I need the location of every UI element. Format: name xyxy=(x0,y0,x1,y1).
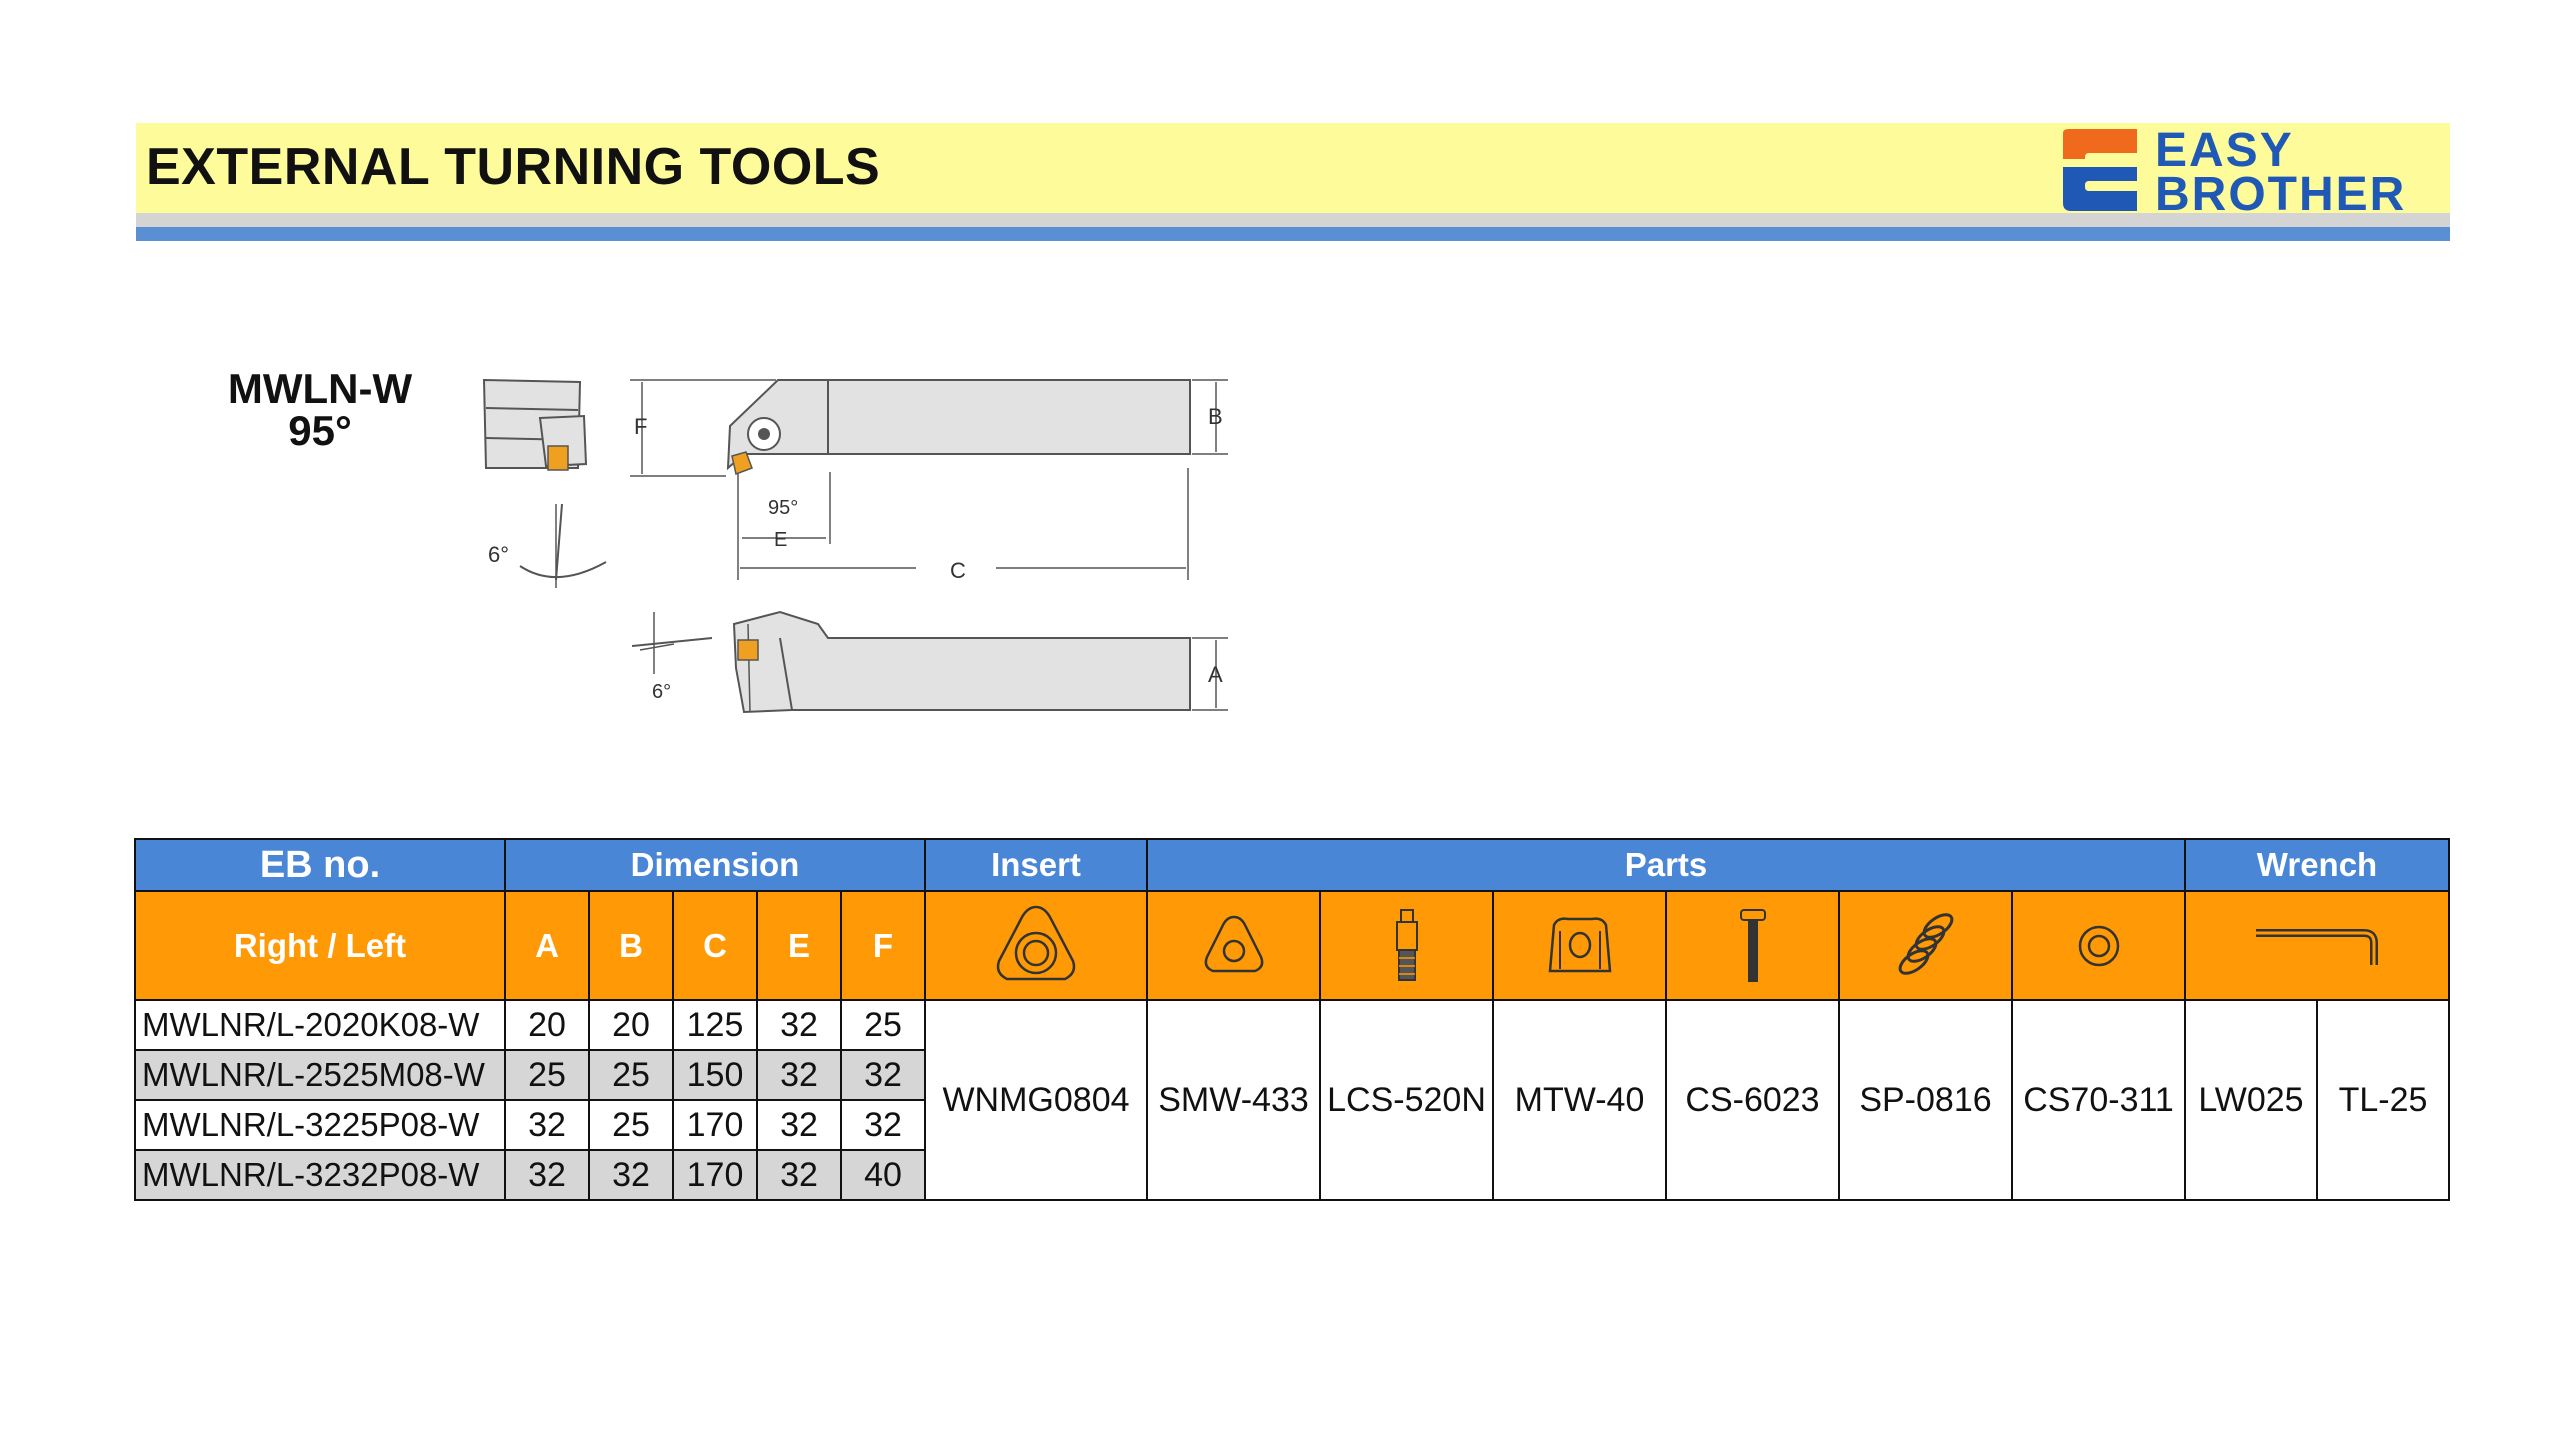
label-e: E xyxy=(774,529,788,551)
header-dim-b: B xyxy=(589,891,673,1000)
row-dim-b: 20 xyxy=(589,1000,673,1050)
logo-line-1: EASY xyxy=(2155,124,2294,177)
brand-logo xyxy=(2055,123,2450,221)
screw-code: CS-6023 xyxy=(1666,1000,1839,1200)
row-dim-b: 25 xyxy=(589,1100,673,1150)
row-dim-b: 32 xyxy=(589,1150,673,1200)
insert-icon-cell xyxy=(925,891,1147,1000)
row-model: MWLNR/L-3225P08-W xyxy=(135,1100,505,1150)
label-95: 95° xyxy=(768,497,799,519)
page-title: EXTERNAL TURNING TOOLS xyxy=(146,138,881,196)
row-model: MWLNR/L-2020K08-W xyxy=(135,1000,505,1050)
row-dim-e: 32 xyxy=(757,1100,841,1150)
row-dim-a: 25 xyxy=(505,1050,589,1100)
side-view xyxy=(734,612,1228,712)
washer-icon-cell xyxy=(2012,891,2185,1000)
wrench-code-2: TL-25 xyxy=(2317,1000,2449,1200)
label-c: C xyxy=(950,558,966,583)
spec-table xyxy=(134,838,2450,1201)
header-dim-a: A xyxy=(505,891,589,1000)
logo-line-2: BROTHER xyxy=(2155,168,2407,221)
row-dim-e: 32 xyxy=(757,1050,841,1100)
tool-drawing xyxy=(480,368,1240,728)
l-wrench-icon xyxy=(2252,921,2382,971)
row-dim-f: 25 xyxy=(841,1000,925,1050)
spring-icon-cell xyxy=(1839,891,2012,1000)
header-eb-no: EB no. xyxy=(135,839,505,891)
header-dim-c: C xyxy=(673,891,757,1000)
label-a: A xyxy=(1208,662,1223,687)
clamp-icon-cell xyxy=(1493,891,1666,1000)
clearance-angle-a xyxy=(488,504,606,588)
washer-icon xyxy=(2074,921,2124,971)
wrench-code-1: LW025 xyxy=(2185,1000,2317,1200)
spring-icon xyxy=(1886,906,1966,986)
header-wrench: Wrench xyxy=(2185,839,2449,891)
clearance-angle-b xyxy=(632,612,712,703)
screw-icon-cell xyxy=(1666,891,1839,1000)
row-dim-a: 32 xyxy=(505,1150,589,1200)
lock-pin-icon-cell xyxy=(1320,891,1493,1000)
header-stripe-gray xyxy=(136,213,2450,227)
row-model: MWLNR/L-3232P08-W xyxy=(135,1150,505,1200)
header-stripe-blue xyxy=(136,227,2450,241)
row-dim-f: 32 xyxy=(841,1050,925,1100)
lock-pin-icon xyxy=(1387,906,1427,986)
shim-icon-cell xyxy=(1147,891,1320,1000)
angle-6-label-a: 6° xyxy=(488,542,510,567)
row-dim-b: 25 xyxy=(589,1050,673,1100)
row-dim-c: 170 xyxy=(673,1100,757,1150)
sub-header-row xyxy=(135,891,2449,1000)
header-dimension: Dimension xyxy=(505,839,925,891)
spring-code: SP-0816 xyxy=(1839,1000,2012,1200)
approach-angle: 95° xyxy=(288,407,352,454)
header-dim-e: E xyxy=(757,891,841,1000)
model-code: MWLN-W xyxy=(227,365,413,412)
label-b: B xyxy=(1208,404,1223,429)
row-dim-f: 40 xyxy=(841,1150,925,1200)
header-parts: Parts xyxy=(1147,839,2185,891)
clamp-screw-icon xyxy=(1733,906,1773,986)
model-label xyxy=(200,365,440,454)
header-right-left: Right / Left xyxy=(135,891,505,1000)
row-model: MWLNR/L-2525M08-W xyxy=(135,1050,505,1100)
row-dim-a: 32 xyxy=(505,1100,589,1150)
shim-code: SMW-433 xyxy=(1147,1000,1320,1200)
dim-c-e xyxy=(738,468,1188,583)
row-dim-c: 150 xyxy=(673,1050,757,1100)
table-row xyxy=(135,1000,2449,1050)
top-view xyxy=(728,380,1228,474)
row-dim-e: 32 xyxy=(757,1000,841,1050)
row-dim-c: 170 xyxy=(673,1150,757,1200)
row-dim-a: 20 xyxy=(505,1000,589,1050)
insert-code: WNMG0804 xyxy=(925,1000,1147,1200)
angle-6-label-b: 6° xyxy=(652,681,672,703)
clamp-icon xyxy=(1540,911,1620,981)
end-view xyxy=(484,380,586,470)
lock-pin-code: LCS-520N xyxy=(1320,1000,1493,1200)
row-dim-f: 32 xyxy=(841,1100,925,1150)
row-dim-e: 32 xyxy=(757,1150,841,1200)
wrench-icon-cell xyxy=(2185,891,2449,1000)
insert-wnmg-icon xyxy=(991,901,1081,991)
shim-icon xyxy=(1199,911,1269,981)
clamp-code: MTW-40 xyxy=(1493,1000,1666,1200)
label-f: F xyxy=(634,414,648,439)
header-dim-f: F xyxy=(841,891,925,1000)
logo-mark-icon xyxy=(2055,127,2145,213)
row-dim-c: 125 xyxy=(673,1000,757,1050)
group-header-row xyxy=(135,839,2449,891)
header-insert: Insert xyxy=(925,839,1147,891)
washer-code: CS70-311 xyxy=(2012,1000,2185,1200)
